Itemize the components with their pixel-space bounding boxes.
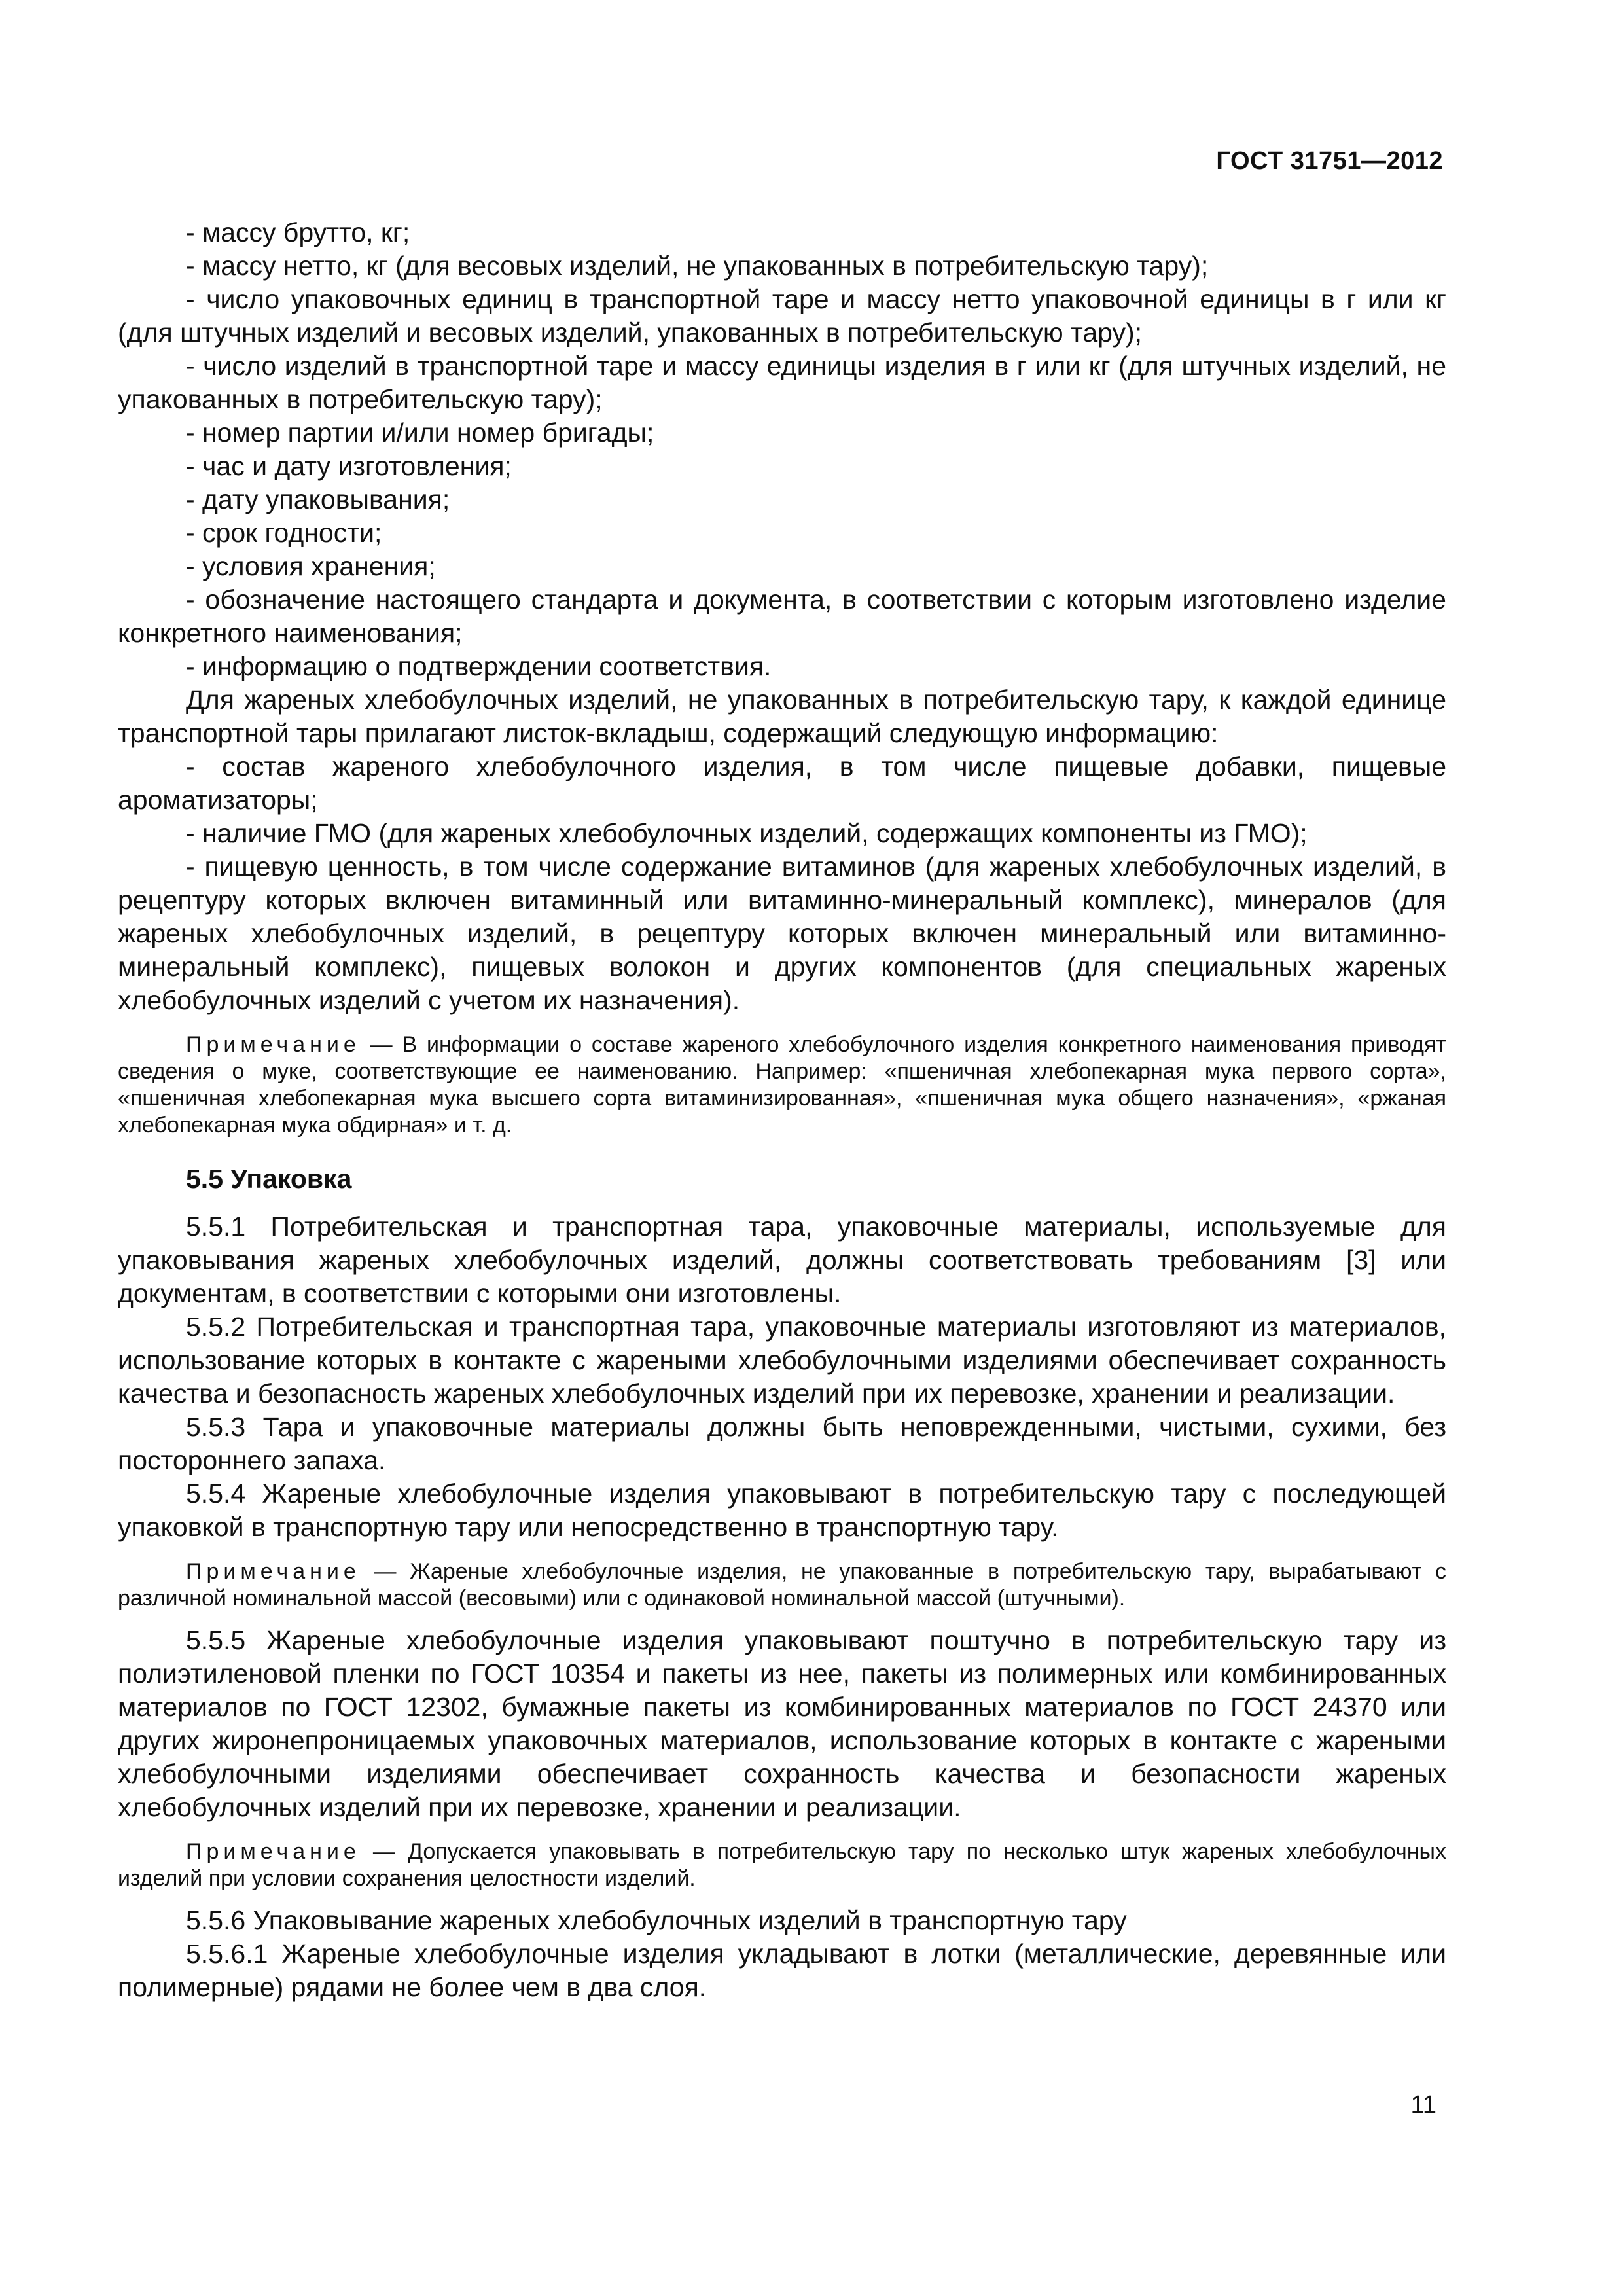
list-item: - информацию о подтверждении соответствия. — [186, 651, 772, 681]
list-item: - массу нетто, кг (для весовых изделий, не упакованных в потребительскую тару); — [186, 251, 1209, 281]
list-item: - номер партии и/или номер бригады; — [186, 418, 654, 448]
paragraph-5-5-3: 5.5.3 Тара и упаковочные материалы должны быть неповрежденными, чистыми, сухими, без постороннего запаха. — [118, 1412, 1446, 1475]
note-label: Примечание — [186, 1032, 361, 1057]
list-item: - наличие ГМО (для жареных хлебобулочных изделий, содержащих компоненты из ГМО); — [186, 818, 1308, 848]
page-body — [118, 216, 1446, 2004]
list-item: - число изделий в транспортной таре и массу единицы изделия в г или кг (для штучных изделий, не упакованных в потребительскую тару); — [118, 351, 1446, 414]
list-item: - массу брутто, кг; — [186, 217, 410, 247]
note-text: — Допускается упаковывать в потребительскую тару по несколько штук жареных хлебобулочных изделий при условии сохранения целостности изделий. — [118, 1839, 1446, 1891]
doc-header-code: ГОСТ 31751—2012 — [1216, 147, 1443, 175]
list-item: - час и дату изготовления; — [186, 451, 512, 481]
note-block — [118, 1031, 1446, 1139]
list-item: - состав жареного хлебобулочного изделия, в том числе пищевые добавки, пищевые ароматизаторы; — [118, 751, 1446, 815]
paragraph-5-5-6-1: 5.5.6.1 Жареные хлебобулочные изделия укладывают в лотки (металлические, деревянные или полимерные) рядами не более чем в два слоя. — [118, 1939, 1446, 2002]
list-item: - срок годности; — [186, 518, 382, 548]
note-label: Примечание — [186, 1559, 361, 1584]
page-number: 11 — [1410, 2091, 1436, 2119]
list-item: - дату упаковывания; — [186, 484, 450, 514]
insert-intro-paragraph: Для жареных хлебобулочных изделий, не упакованных в потребительскую тару, к каждой единице транспортной тары прилагают листок-вкладыш, содержащий следующую информацию: — [118, 685, 1446, 748]
paragraph-5-5-2: 5.5.2 Потребительская и транспортная тара, упаковочные материалы изготовляют из материалов, использование которых в контакте с жареными хлебобулочными изделиями обеспечивает сохранность качества и безопасность жареных хлебобулочных изделий при их перевозке, хранении и реализации. — [118, 1312, 1446, 1408]
note-block — [118, 1558, 1446, 1612]
note-text: — В информации о составе жареного хлебобулочного изделия конкретного наименования приводят сведения о муке, соответствующие ее наименованию. Например: «пшеничная хлебопекарная мука первого сорта», «пшеничная хлебопекарная мука высшего сорта витаминизированная», «пшеничная мука общего назначения», «ржаная хлебопекарная мука обдирная» и т. д. — [118, 1032, 1447, 1138]
note-block — [118, 1839, 1446, 1892]
list-item: - число упаковочных единиц в транспортной таре и массу нетто упаковочной единицы в г или кг (для штучных изделий и весовых изделий, упакованных в потребительскую тару); — [118, 284, 1446, 348]
paragraph-5-5-5: 5.5.5 Жареные хлебобулочные изделия упаковывают поштучно в потребительскую тару из полиэтиленовой пленки по ГОСТ 10354 и пакеты из нее, пакеты из полимерных или комбинированных материалов по ГОСТ 12302, бумажные пакеты из комбинированных материалов по ГОСТ 24370 или других жиронепроницаемых упаковочных материалов, использование которых в контакте с жареными хлебобулочными изделиями обеспечивает сохранность качества и безопасности жареных хлебобулочных изделий при их перевозке, хранении и реализации. — [118, 1625, 1446, 1822]
list-item: - условия хранения; — [186, 551, 436, 581]
paragraph-5-5-6: 5.5.6 Упаковывание жареных хлебобулочных изделий в транспортную тару — [186, 1905, 1127, 1935]
section-heading: 5.5 Упаковка — [186, 1164, 352, 1194]
paragraph-5-5-4: 5.5.4 Жареные хлебобулочные изделия упаковывают в потребительскую тару с последующей упаковкой в транспортную тару или непосредственно в транспортную тару. — [118, 1479, 1446, 1542]
note-text: — Жареные хлебобулочные изделия, не упакованные в потребительскую тару, вырабатывают с различной номинальной массой (весовыми) или с одинаковой номинальной массой (штучными). — [118, 1559, 1446, 1611]
list-item: - пищевую ценность, в том числе содержание витаминов (для жареных хлебобулочных изделий, в рецептуру которых включен витаминный или витаминно-минеральный комплекс), минералов (для жареных хлебобулочных изделий, в рецептуру которых включен минеральный или витаминно-минеральный комплекс), пищевых волокон и других компонентов (для специальных жареных хлебобулочных изделий с учетом их назначения). — [118, 852, 1446, 1015]
paragraph-5-5-1: 5.5.1 Потребительская и транспортная тара, упаковочные материалы, используемые для упаковывания жареных хлебобулочных изделий, должны соответствовать требованиям [3] или документам, в соответствии с которыми они изготовлены. — [118, 1211, 1446, 1308]
note-label: Примечание — [186, 1839, 361, 1864]
list-item: - обозначение настоящего стандарта и документа, в соответствии с которым изготовлено изделие конкретного наименования; — [118, 584, 1446, 648]
